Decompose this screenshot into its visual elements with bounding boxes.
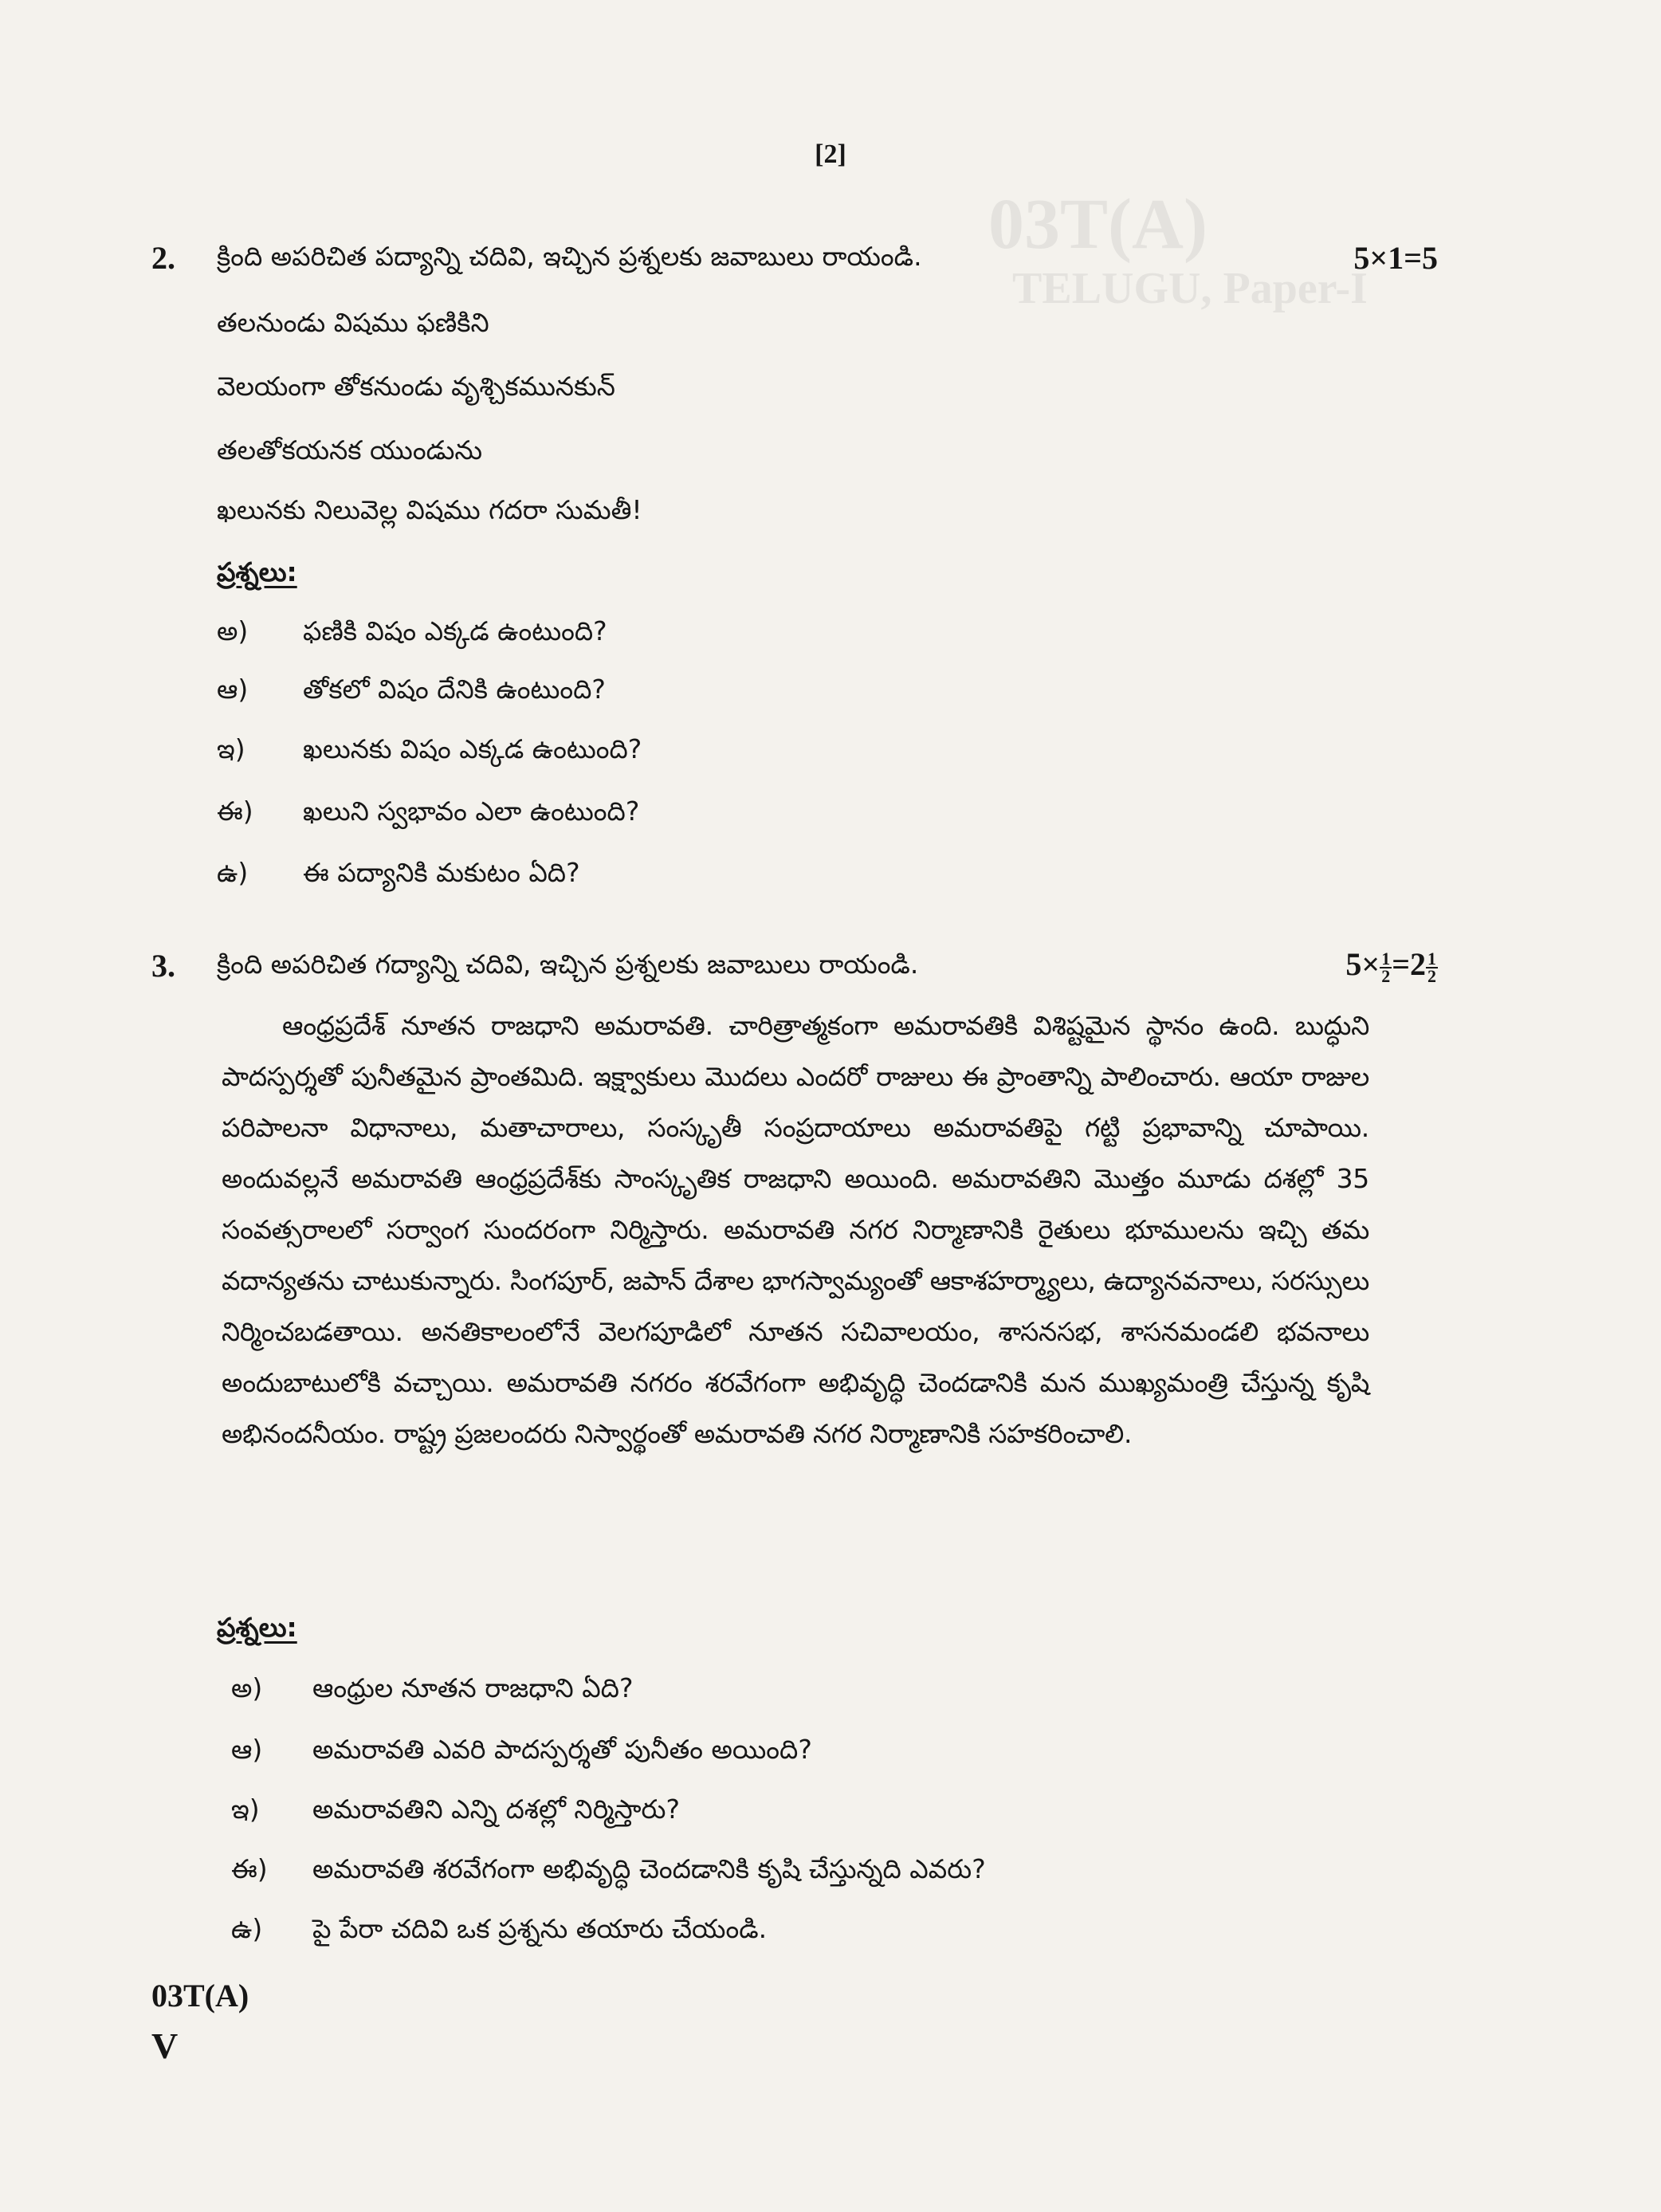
- fraction-numerator: 1: [1427, 948, 1436, 968]
- page-number: [2]: [815, 139, 846, 169]
- poem-line: ఖలునకు నిలువెల్ల విషము గదరా సుమతీ!: [217, 494, 642, 525]
- marks-fraction: [1426, 948, 1438, 986]
- question-option-label: ఈ): [231, 1853, 268, 1884]
- poem-line: వెలయంగా తోకనుండు వృశ్చికమునకున్: [217, 371, 615, 402]
- question-option-label: ఉ): [231, 1913, 263, 1944]
- question-option-text: ఖలునకు విషం ఎక్కడ ఉంటుంది?: [303, 733, 642, 764]
- question-option-text: పై పేరా చదివి ఒక ప్రశ్నను తయారు చేయండి.: [312, 1913, 768, 1944]
- question-option-text: అమరావతి శరవేగంగా అభివృద్ధి చెందడానికి కృషి చేస్తున్నది ఎవరు?: [312, 1853, 986, 1884]
- question-3-instruction: క్రింది అపరిచిత గద్యాన్ని చదివి, ఇచ్చిన ప్రశ్నలకు జవాబులు రాయండి.: [217, 949, 919, 980]
- version-mark: V: [151, 2025, 179, 2066]
- marks-fraction: [1380, 948, 1392, 986]
- question-2-number: 2.: [151, 240, 175, 276]
- poem-line: తలనుండు విషము ఫణికిని: [217, 307, 489, 338]
- question-3-marks: [1345, 945, 1438, 984]
- question-option-label: అ): [231, 1672, 263, 1703]
- question-option-text: అమరావతి ఎవరి పాదస్పర్శతో పునీతం అయింది?: [312, 1734, 812, 1765]
- marks-equals: =2: [1392, 946, 1426, 982]
- question-option-text: ఫణికి విషం ఎక్కడ ఉంటుంది?: [303, 615, 607, 646]
- question-option-label: ఆ): [231, 1734, 263, 1765]
- question-2-marks: 5×1=5: [1353, 240, 1438, 276]
- question-option-label: ఈ): [217, 796, 253, 827]
- poem-line: తలతోకయనక యుండును: [217, 434, 482, 466]
- question-option-label: ఇ): [231, 1794, 260, 1825]
- fraction-numerator: 1: [1381, 948, 1391, 968]
- passage-paragraph: ఆంధ్రప్రదేశ్ నూతన రాజధాని అమరావతి. చారిత్రాత్మకంగా అమరావతికి విశిష్టమైన స్థానం ఉంది. బుద్ధుని పాదస్పర్శతో పునీతమైన ప్రాంతమిది. ఇక్ష్వాకులు మొదలు ఎందరో రాజులు ఈ ప్రాంతాన్ని పాలించారు. ఆయా రాజుల పరిపాలనా విధానాలు, మతాచారాలు, సంస్కృతీ సంప్రదాయాలు అమరావతిపై గట్టి ప్రభావాన్ని చూపాయి. అందువల్లనే అమరావతి ఆంధ్రప్రదేశ్‌కు సాంస్కృతిక రాజధాని అయింది. అమరావతిని మొత్తం మూడు దశల్లో 35 సంవత్సరాలలో సర్వాంగ సుందరంగా నిర్మిస్తారు. అమరావతి నగర నిర్మాణానికి రైతులు భూములను ఇచ్చి తమ వదాన్యతను చాటుకున్నారు. సింగపూర్, జపాన్ దేశాల భాగస్వామ్యంతో ఆకాశహర్మ్యాలు, ఉద్యానవనాలు, సరస్సులు నిర్మించబడతాయి. అనతికాలంలోనే వెలగపూడిలో నూతన సచివాలయం, శాసనసభ, శాసనమండలి భవనాలు అందుబాటులోకి వచ్చాయి. అమరావతి నగరం శరవేగంగా అభివృద్ధి చెందడానికి మన ముఖ్యమంత్రి చేస్తున్న కృషి అభినందనీయం. రాష్ట్ర ప్రజలందరు నిస్వార్థంతో అమరావతి నగర నిర్మాణానికి సహకరించాలి.: [222, 1010, 1369, 1449]
- question-option-label: ఆ): [217, 674, 249, 705]
- question-option-text: ఖలుని స్వభావం ఎలా ఉంటుంది?: [303, 796, 640, 827]
- question-3-number: 3.: [151, 948, 175, 984]
- questions-heading: ప్రశ్నలు:: [217, 556, 297, 587]
- question-option-text: ఆంధ్రుల నూతన రాజధాని ఏది?: [312, 1672, 634, 1703]
- question-option-text: అమరావతిని ఎన్ని దశల్లో నిర్మిస్తారు?: [312, 1794, 680, 1825]
- question-option-label: ఇ): [217, 733, 245, 764]
- marks-prefix: 5×: [1345, 946, 1380, 982]
- question-option-label: అ): [217, 615, 249, 646]
- question-option-text: ఈ పద్యానికి మకుటం ఏది?: [303, 857, 580, 888]
- question-option-text: తోకలో విషం దేనికి ఉంటుంది?: [303, 674, 606, 705]
- questions-heading: ప్రశ్నలు:: [217, 1612, 297, 1643]
- fraction-denominator: 2: [1381, 965, 1391, 986]
- question-2-instruction: క్రింది అపరిచిత పద్యాన్ని చదివి, ఇచ్చిన ప్రశ్నలకు జవాబులు రాయండి.: [217, 241, 922, 272]
- paper-code: 03T(A): [151, 1978, 249, 2014]
- fraction-denominator: 2: [1427, 965, 1436, 986]
- bleed-through-mark: TELUGU, Paper-I: [1012, 264, 1368, 313]
- question-option-label: ఉ): [217, 857, 249, 888]
- bleed-through-mark: 03T(A): [988, 185, 1207, 264]
